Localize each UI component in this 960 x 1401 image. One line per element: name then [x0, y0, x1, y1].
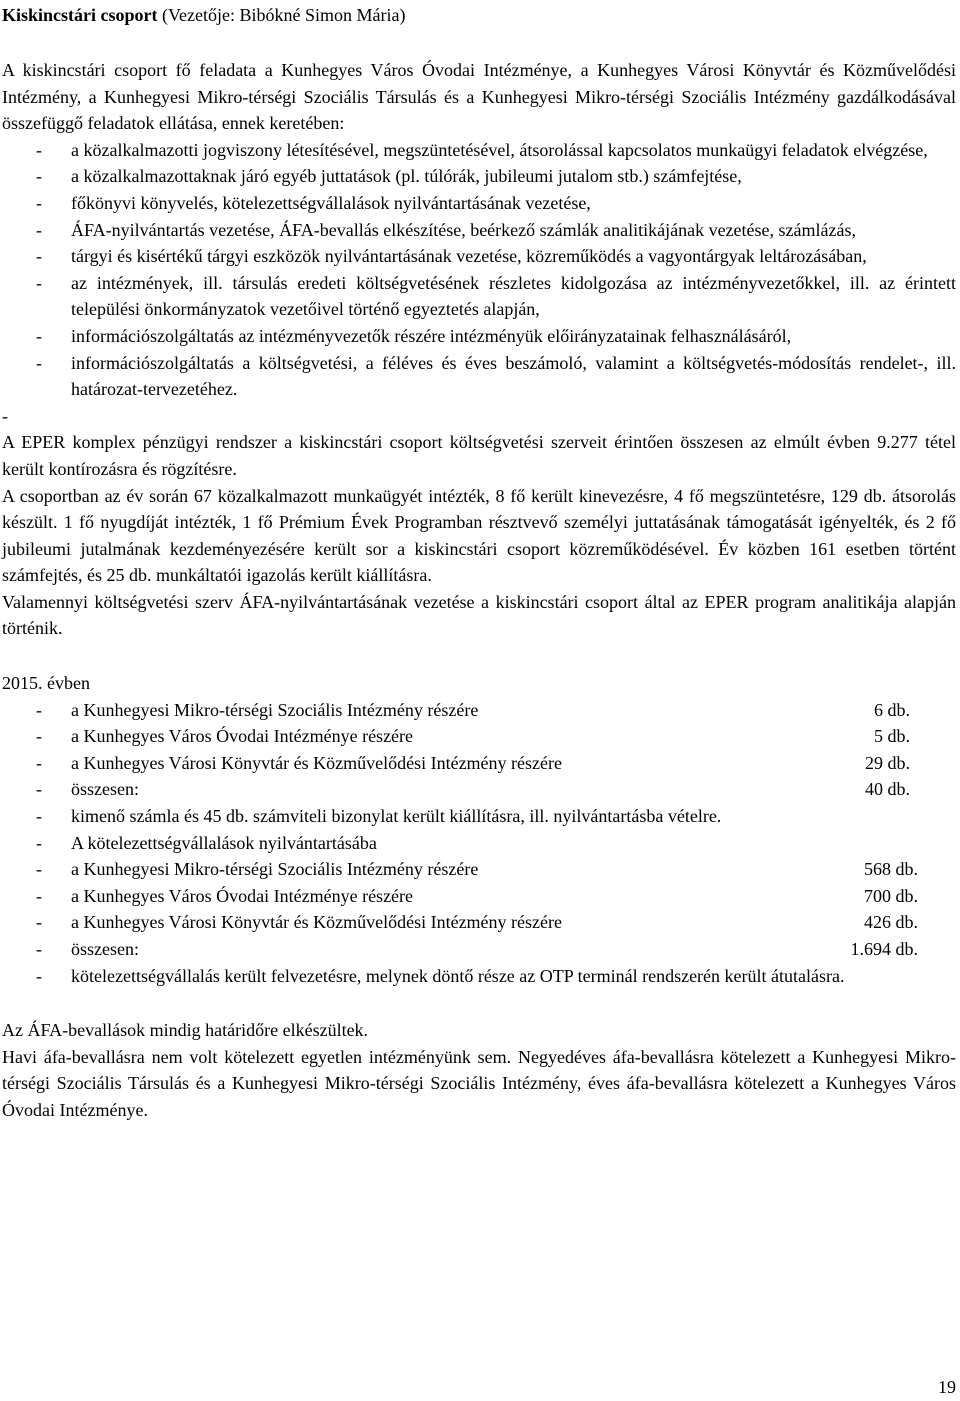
- commitment-label: a Kunhegyesi Mikro-térségi Szociális Intézmény részére: [71, 859, 479, 880]
- invoice-count: 29 db.: [865, 752, 910, 773]
- list-dash: -: [36, 246, 42, 267]
- commitment-count: 426 db.: [864, 912, 918, 933]
- invoice-label: a Kunhegyes Városi Könyvtár és Közművelődési Intézmény részére: [71, 752, 563, 773]
- invoice-total-row: [2, 776, 956, 803]
- list-dash: -: [36, 352, 42, 373]
- commitment-count: 700 db.: [864, 885, 918, 906]
- list-item: [2, 323, 956, 350]
- list-item: [2, 190, 956, 217]
- commitment-label: a Kunhegyes Városi Könyvtár és Közművelődési Intézmény részére: [71, 912, 563, 933]
- list-dash: -: [36, 166, 42, 187]
- list-dash: -: [36, 885, 42, 906]
- section-heading: [2, 2, 956, 29]
- intro-paragraph: A kiskincstári csoport fő feladata a Kunhegyes Város Óvodai Intézménye, a Kunhegyes Városi Könyvtár és Közművelődési Intézmény, a Kunhegyesi Mikro-térségi Szociális Társulás és a Kunhegyesi Mikro-térségi Szociális Intézmény gazdálkodásával összefüggő feladatok ellátása, ennek keretében:: [2, 60, 956, 134]
- list-item-text: főkönyvi könyvelés, kötelezettségvállalások nyilvántartásának vezetése,: [71, 192, 591, 213]
- invoice-row: [2, 750, 956, 777]
- commitments-note: kötelezettségvállalás került felvezetésre, melynek döntő része az OTP terminál rendszerén került átutalásra.: [71, 965, 845, 986]
- list-item: [2, 137, 956, 164]
- list-dash: -: [36, 939, 42, 959]
- blank-line: [2, 989, 956, 1017]
- staff-paragraph: A csoportban az év során 67 közalkalmazott munkaügyét intézték, 8 fő került kinevezésre, 4 fő megszüntetésre, 129 db. átsorolás készült. 1 fő nyugdíját intézték, 1 fő Prémium Évek Programban résztvevő személyi juttatásának támogatását igényelték, és 2 fő jubileumi jutalmának kezdeményezésére került sor a kiskincstári csoport közreműködésével. Év közben 161 esetben történt számfejtés, és 25 db. munkáltatói igazolás került kiállításra.: [2, 485, 956, 586]
- page-number: 19: [938, 1377, 956, 1397]
- list-dash: -: [36, 859, 42, 880]
- list-item-text: az intézmények, ill. társulás eredeti költségvetésének részletes kidolgozása az intézményvezetőkkel, ill. az érintett települési önkormányzatok vezetőivel történő egyeztetés alapján,: [71, 272, 956, 320]
- list-dash: -: [36, 139, 42, 160]
- list-dash: -: [36, 272, 42, 293]
- list-item-text: a közalkalmazottaknak járó egyéb juttatások (pl. túlórák, jubileumi jutalom stb.) számfejtése,: [71, 166, 742, 187]
- list-item-text: információszolgáltatás a költségvetési, a féléves és éves beszámoló, valamint a költségvetés-módosítás rendelet-, ill. határozat-tervezetéhez.: [71, 352, 956, 400]
- invoice-count: 6 db.: [874, 699, 910, 720]
- list-item: [2, 243, 956, 270]
- year-label: 2015. évben: [2, 673, 90, 694]
- invoice-row: [2, 697, 956, 724]
- commitment-label: a Kunhegyes Város Óvodai Intézménye részére: [71, 885, 414, 906]
- list-item: [2, 270, 956, 323]
- invoice-list: [2, 697, 956, 963]
- list-dash: -: [36, 325, 42, 346]
- list-dash: -: [36, 752, 42, 773]
- commitment-count: 568 db.: [864, 859, 918, 880]
- blank-line: [2, 642, 956, 670]
- list-dash: -: [36, 779, 42, 800]
- vat-obligation-paragraph: Havi áfa-bevallásra nem volt kötelezett egyetlen intézményünk sem. Negyedéves áfa-bevallásra kötelezett a Kunhegyesi Mikro-térségi Szociális Társulás és a Kunhegyesi Mikro-térségi Szociális Intézmény, éves áfa-bevallásra kötelezett a Kunhegyes Város Óvodai Intézménye.: [2, 1046, 956, 1120]
- document-page: [2, 0, 956, 1124]
- list-dash: -: [36, 219, 42, 240]
- invoice-total: 40 db.: [865, 779, 910, 800]
- vat-deadline-paragraph: Az ÁFA-bevallások mindig határidőre elkészültek.: [2, 1020, 369, 1041]
- commitments-note-list: [2, 963, 956, 990]
- eper-paragraph: A EPER komplex pénzügyi rendszer a kiskincstári csoport költségvetési szerveit érintően összesen az elmúlt évben 9.277 tétel került kontírozásra és rögzítésre.: [2, 432, 956, 479]
- list-item-text: információszolgáltatás az intézményvezetők részére intézményük előirányzatainak felhasználásáról,: [71, 325, 792, 346]
- task-list: [2, 137, 956, 430]
- list-item-text: a közalkalmazotti jogviszony létesítésével, megszüntetésével, átsorolással kapcsolatos munkaügyi feladatok elvégzése,: [71, 139, 928, 160]
- invoice-label: a Kunhegyes Város Óvodai Intézménye részére: [71, 726, 414, 747]
- empty-list-item: [2, 403, 956, 430]
- list-item: [2, 350, 956, 403]
- list-dash: -: [36, 726, 42, 747]
- section-title: Kiskincstári csoport: [2, 5, 158, 25]
- commitments-intro-row: [2, 830, 956, 857]
- section-leader: (Vezetője: Bibókné Simon Mária): [157, 5, 406, 25]
- vat-paragraph: Valamennyi költségvetési szerv ÁFA-nyilvántartásának vezetése a kiskincstári csoport által az EPER program analitikája alapján történik.: [2, 591, 956, 639]
- commitment-total: 1.694 db.: [850, 939, 918, 959]
- list-dash: -: [36, 192, 42, 213]
- list-item-text: tárgyi és kisértékű tárgyi eszközök nyilvántartásának vezetése, közreműködés a vagyontárgyak leltározásában,: [71, 246, 867, 267]
- invoice-row: [2, 723, 956, 750]
- outgoing-row: [2, 803, 956, 830]
- list-dash: -: [36, 912, 42, 933]
- invoice-count: 5 db.: [874, 726, 910, 747]
- commitment-total-row: [2, 936, 956, 963]
- list-dash: -: [36, 832, 42, 853]
- invoice-label: összesen:: [71, 779, 139, 800]
- list-item: [2, 963, 956, 990]
- list-item-text: ÁFA-nyilvántartás vezetése, ÁFA-bevallás elkészítése, beérkező számlák analitikájának vezetése, számlázás,: [71, 219, 856, 240]
- commitment-label: összesen:: [71, 939, 139, 959]
- commitment-row: [2, 883, 956, 910]
- commitments-intro: A kötelezettségvállalások nyilvántartásába: [71, 832, 377, 853]
- list-dash: -: [36, 965, 42, 986]
- list-dash: -: [36, 806, 42, 827]
- list-dash: -: [2, 405, 8, 426]
- outgoing-text: kimenő számla és 45 db. számviteli bizonylat került kiállításra, ill. nyilvántartásba vételre.: [71, 806, 722, 827]
- list-item: [2, 163, 956, 190]
- invoice-label: a Kunhegyesi Mikro-térségi Szociális Intézmény részére: [71, 699, 479, 720]
- list-item: [2, 217, 956, 244]
- commitment-row: [2, 909, 956, 936]
- list-dash: -: [36, 699, 42, 720]
- blank-line: [2, 29, 956, 57]
- commitment-row: [2, 856, 956, 883]
